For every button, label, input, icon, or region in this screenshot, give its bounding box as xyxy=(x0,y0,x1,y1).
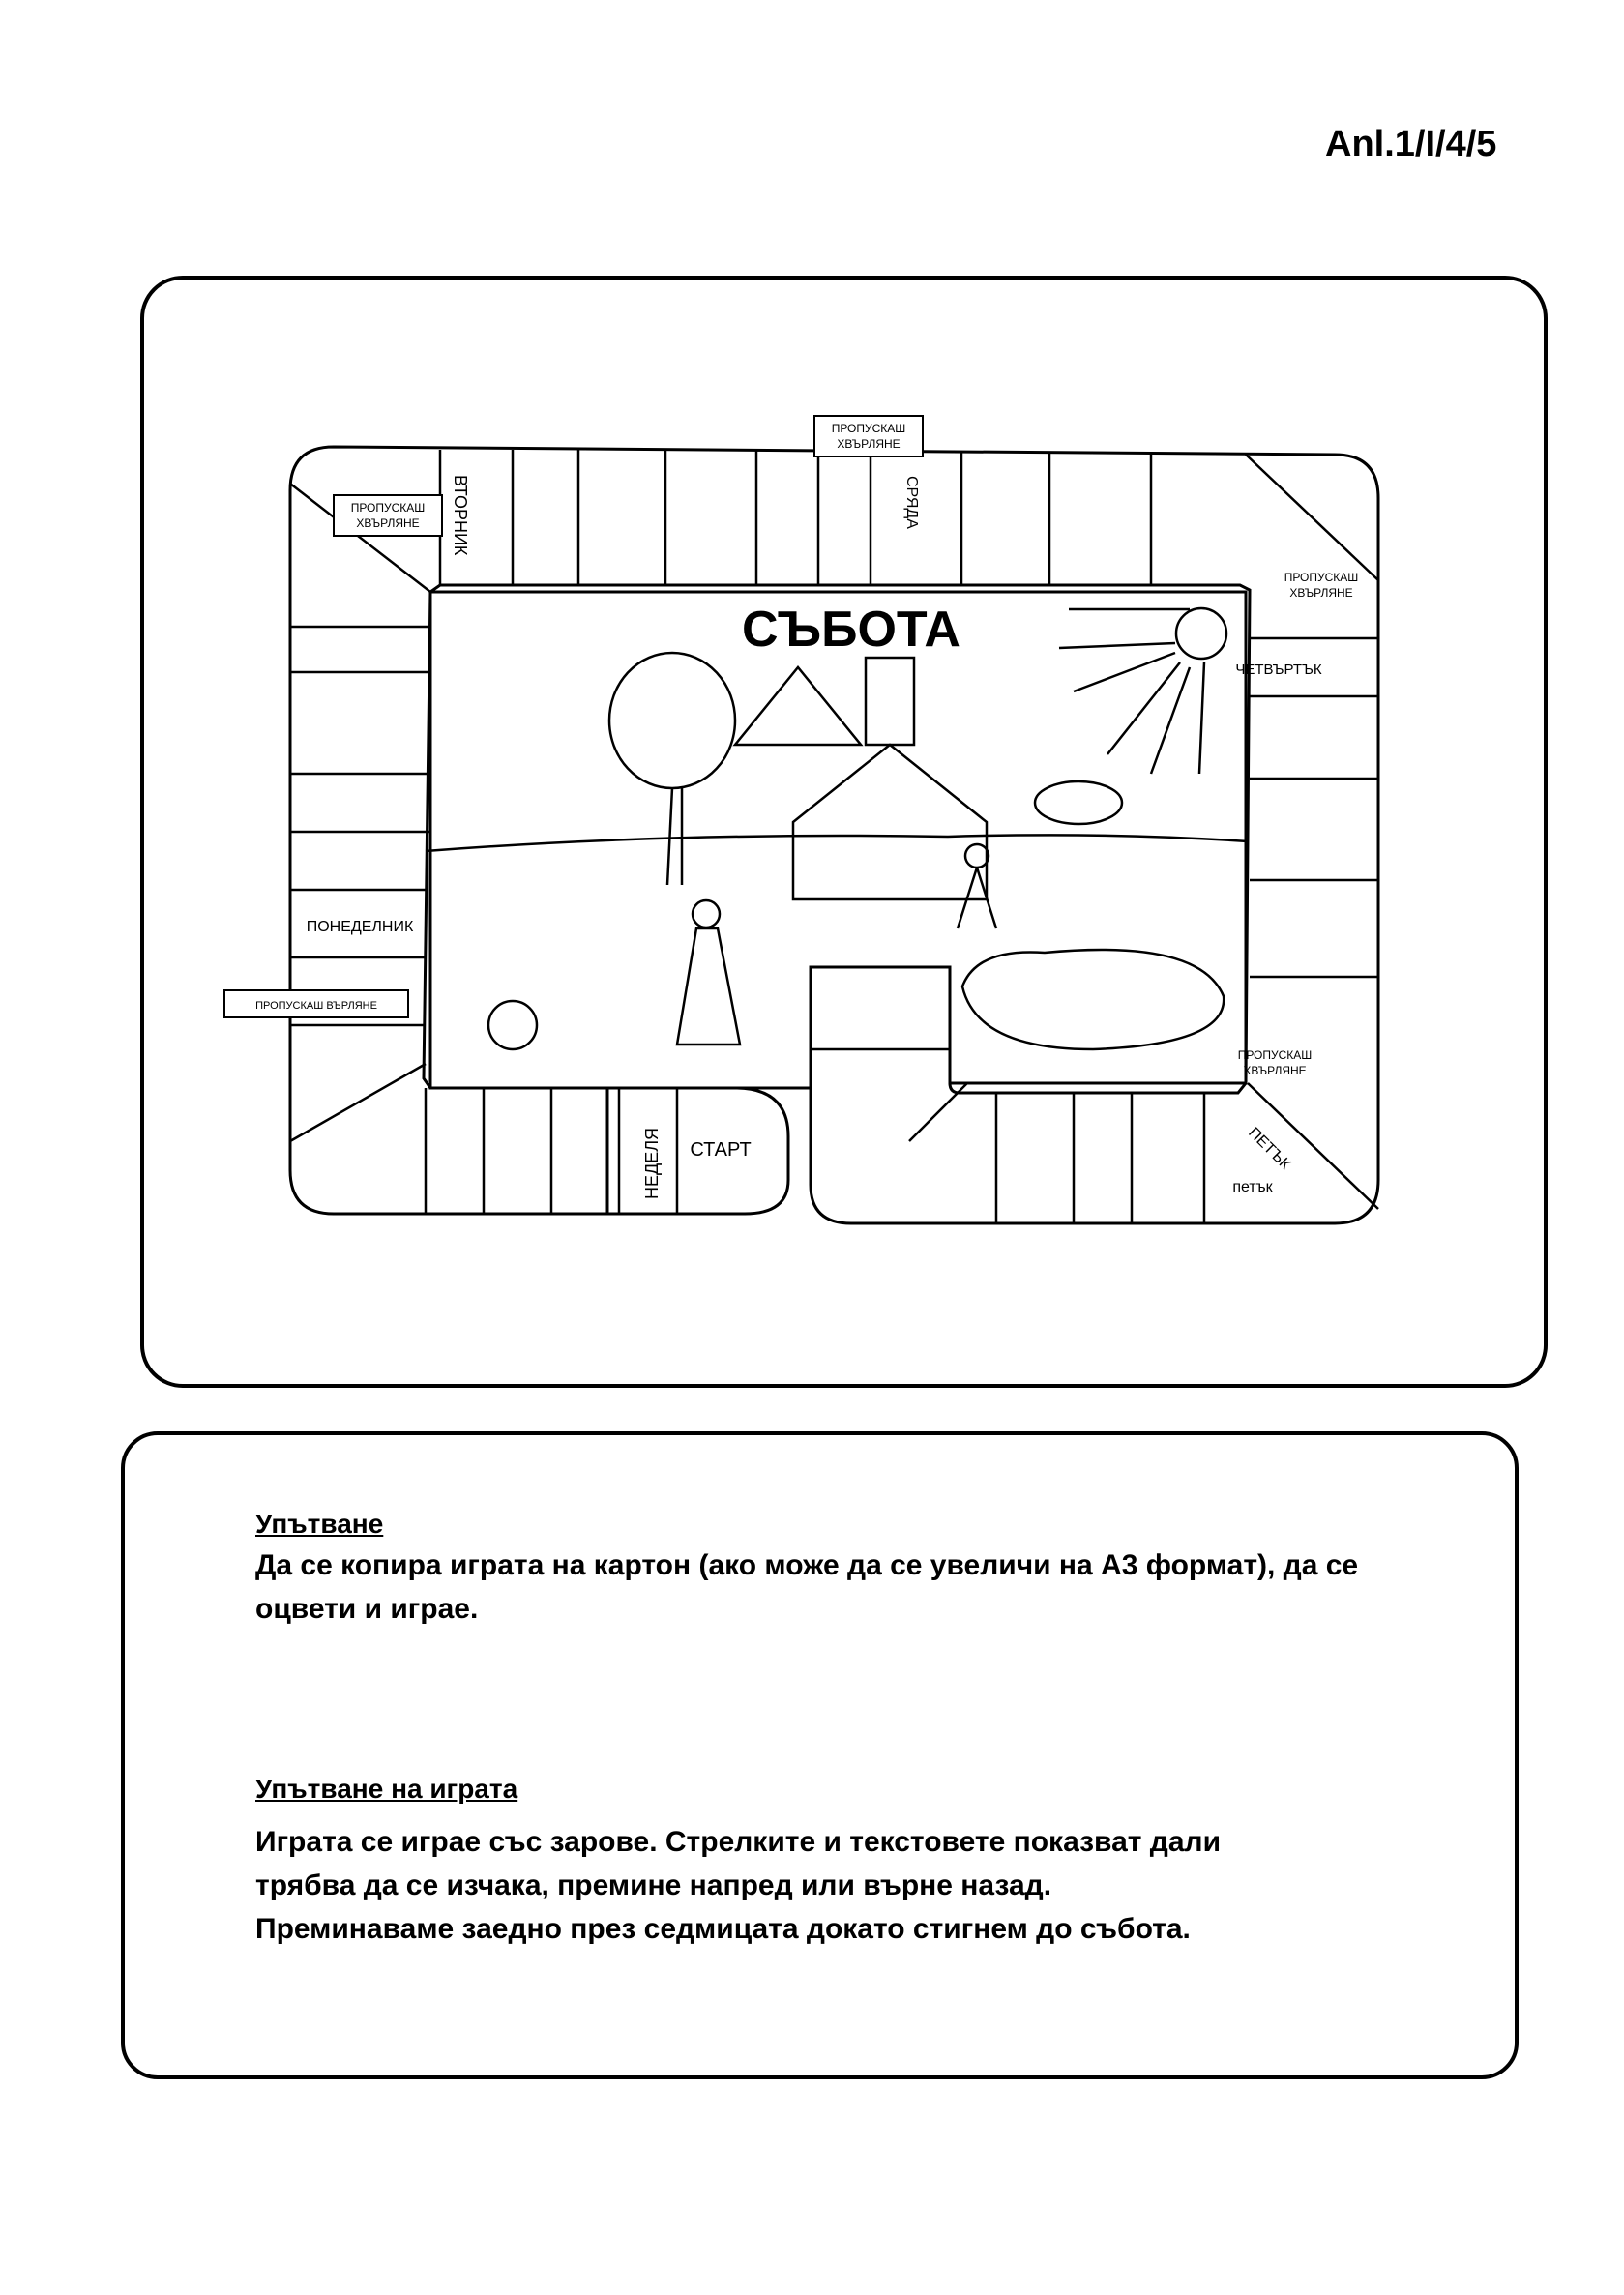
svg-text:ПРОПУСКАШ: ПРОПУСКАШ xyxy=(831,422,906,435)
game-rules-text: Играта се играе със зарове. Стрелките и текстовете показват дали трябва да се изчака, премине напред или върне назад. Преминаваме заедно през седмицата докато стигнем до събота. xyxy=(255,1826,1222,1945)
fir-tree-icon xyxy=(735,667,861,745)
flower-icon xyxy=(488,1001,537,1049)
day-monday-label: ПОНЕДЕЛНИК xyxy=(306,919,414,935)
svg-text:ХВЪРЛЯНЕ: ХВЪРЛЯНЕ xyxy=(1243,1064,1307,1077)
day-tuesday-label: ВТОРНИК xyxy=(451,475,470,556)
svg-text:ХВЪРЛЯНЕ: ХВЪРЛЯНЕ xyxy=(356,516,420,530)
day-wednesday-label: СРЯДА xyxy=(903,476,920,529)
skip-box-single xyxy=(224,990,408,1017)
board-center-outline xyxy=(430,592,1246,1088)
day-friday-upper-label: ПЕТЪК xyxy=(1245,1124,1294,1173)
skip-box-right xyxy=(1284,571,1359,600)
house-icon xyxy=(793,745,987,899)
day-sunday-label: НЕДЕЛЯ xyxy=(642,1127,662,1199)
horizon-line xyxy=(426,835,1248,851)
center-scene xyxy=(426,608,1248,1049)
svg-text:ХВЪРЛЯНЕ: ХВЪРЛЯНЕ xyxy=(1289,586,1353,600)
svg-text:ПРОПУСКАШ: ПРОПУСКАШ xyxy=(1284,571,1359,584)
skip-box-top xyxy=(814,416,923,456)
bush-icon xyxy=(1035,781,1122,824)
skip-box-bottom-right xyxy=(1238,1048,1313,1077)
instructions-heading: Упътване xyxy=(255,1509,384,1539)
skip-box-left xyxy=(334,495,442,536)
game-rules-heading: Упътване на играта xyxy=(255,1774,518,1804)
svg-text:ПРОПУСКАШ: ПРОПУСКАШ xyxy=(350,501,426,515)
right-column-cells xyxy=(1248,638,1378,1209)
sun-icon xyxy=(1176,608,1226,659)
svg-text:ПРОПУСКАШ ВЪРЛЯНЕ: ПРОПУСКАШ ВЪРЛЯНЕ xyxy=(255,1000,377,1012)
svg-text:ПРОПУСКАШ: ПРОПУСКАШ xyxy=(1237,1048,1313,1062)
page-reference-code: Anl.1/I/4/5 xyxy=(1325,124,1497,164)
tree-crown-icon xyxy=(609,653,735,788)
bottom-row-cells xyxy=(426,1049,1204,1223)
instructions-text: Да се копира играта на картон (ако може да се увеличи на А3 формат), да се оцвети и играе. xyxy=(255,1549,1359,1625)
child-icon xyxy=(965,844,989,868)
svg-text:ХВЪРЛЯНЕ: ХВЪРЛЯНЕ xyxy=(837,437,901,451)
start-label: СТАРТ xyxy=(690,1139,752,1161)
girl-head-icon xyxy=(693,900,720,927)
board-title: СЪБОТА xyxy=(742,602,960,658)
day-friday-lower-label: петък xyxy=(1232,1179,1273,1195)
pond-icon xyxy=(962,950,1224,1049)
day-thursday-label: ЧЕТВЪРТЪК xyxy=(1235,662,1322,678)
left-column-cells xyxy=(290,627,430,1141)
